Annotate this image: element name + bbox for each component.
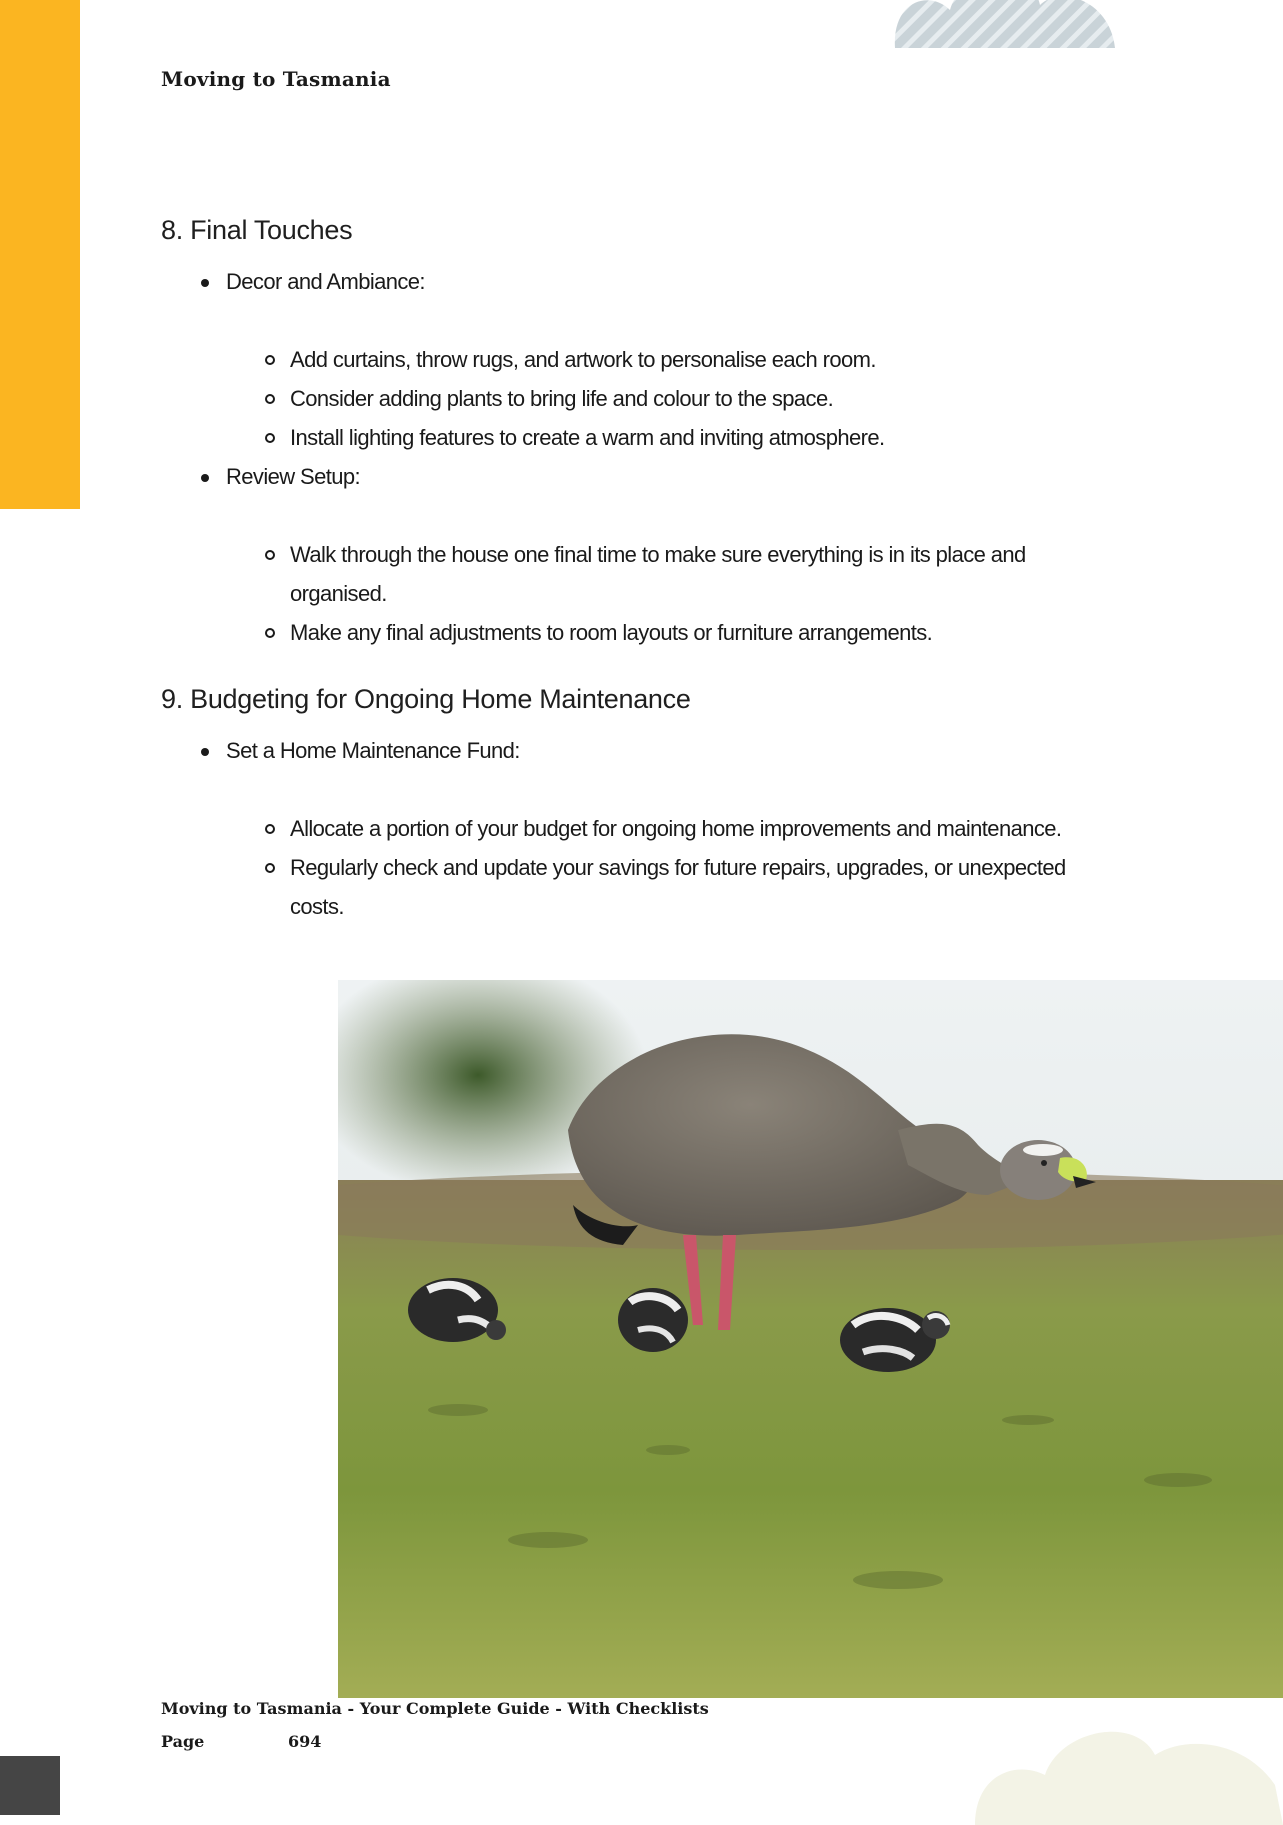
- section-budgeting: [161, 679, 1121, 926]
- corner-block: [0, 1756, 60, 1815]
- sub-list: [226, 340, 1121, 457]
- list-item: [161, 731, 1121, 926]
- footer-title: Moving to Tasmania - Your Complete Guide - With Checklists: [161, 1699, 709, 1718]
- bullet-list: [161, 731, 1121, 926]
- sub-list-item: Install lighting features to create a warm and inviting atmosphere.: [161, 418, 1121, 457]
- gosling: [618, 1288, 688, 1352]
- sub-list-item: Consider adding plants to bring life and colour to the space.: [161, 379, 1121, 418]
- sub-list: [226, 809, 1121, 926]
- sub-list: [226, 535, 1121, 652]
- sub-list-item: Make any final adjustments to room layouts or furniture arrangements.: [161, 613, 1121, 652]
- goose-photo: [338, 980, 1283, 1698]
- list-item-label: Review Setup:: [226, 464, 361, 489]
- page-label: Page: [161, 1732, 205, 1751]
- list-item: [161, 262, 1121, 457]
- list-item-label: Decor and Ambiance:: [226, 269, 425, 294]
- list-item-label: Set a Home Maintenance Fund:: [226, 738, 520, 763]
- accent-bar: [0, 0, 80, 509]
- sub-list-item: Allocate a portion of your budget for ongoing home improvements and maintenance.: [161, 809, 1121, 848]
- cloud-decoration-top: [890, 0, 1120, 50]
- page-content: [161, 210, 1121, 926]
- running-header: Moving to Tasmania: [161, 67, 391, 91]
- section-heading: 9. Budgeting for Ongoing Home Maintenance: [161, 684, 691, 714]
- section-heading: 8. Final Touches: [161, 215, 353, 245]
- list-item: [161, 457, 1121, 652]
- cloud-decoration-bottom: [975, 1715, 1283, 1825]
- sub-list-item: Regularly check and update your savings for future repairs, upgrades, or unexpected costs.: [161, 848, 1121, 926]
- sub-list-item: Walk through the house one final time to make sure everything is in its place and organised.: [161, 535, 1121, 613]
- section-final-touches: [161, 210, 1121, 652]
- page-number: 694: [288, 1732, 322, 1751]
- sub-list-item: Add curtains, throw rugs, and artwork to personalise each room.: [161, 340, 1121, 379]
- bullet-list: [161, 262, 1121, 652]
